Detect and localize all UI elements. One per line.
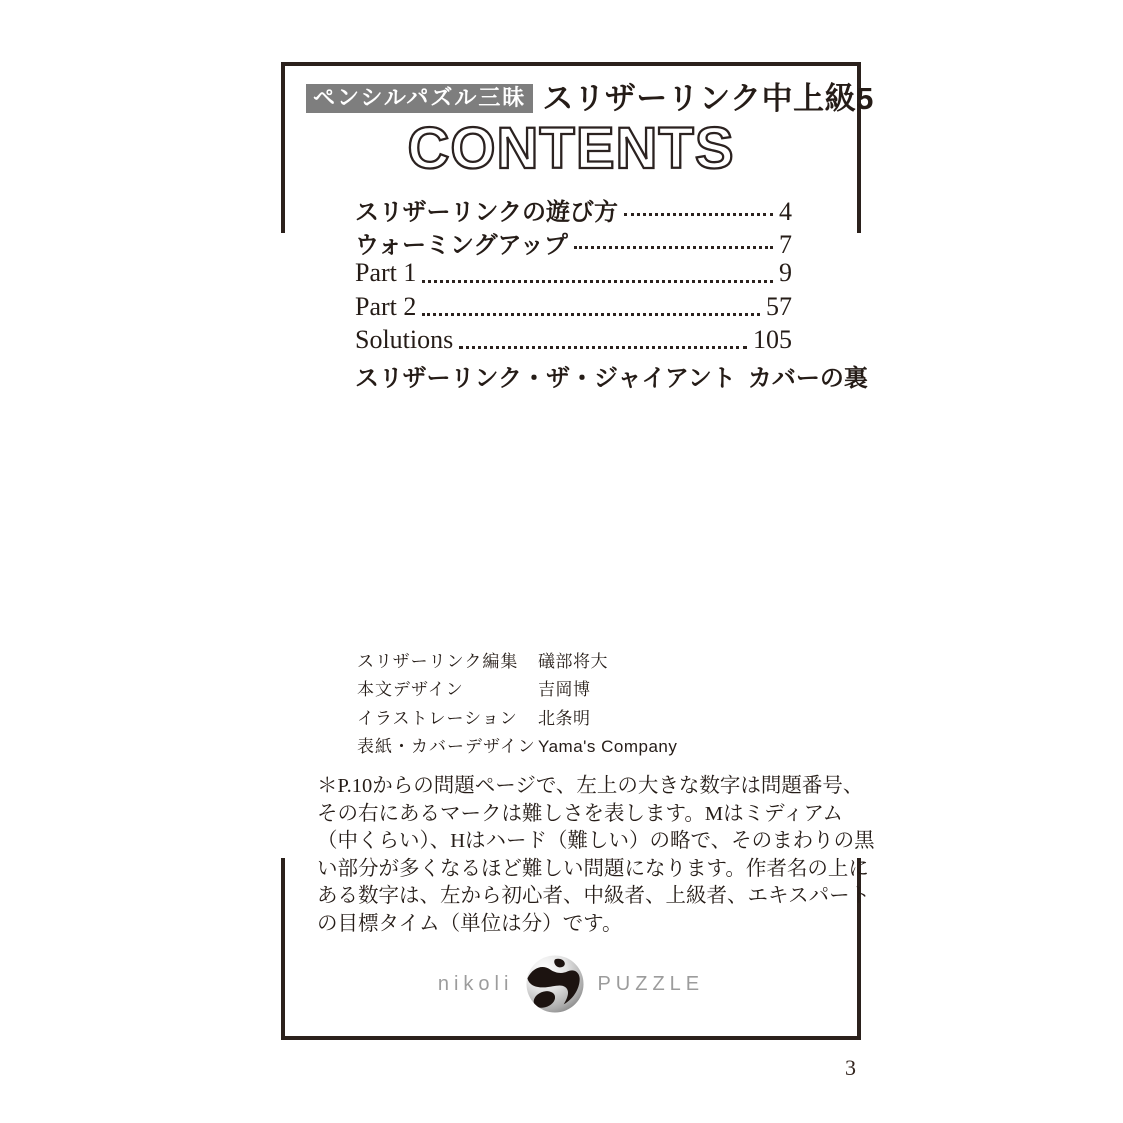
logo-text-nikoli: nikoli [437, 973, 514, 995]
credit-row [357, 710, 677, 728]
toc-list [355, 192, 868, 392]
toc-item-page: 4 [779, 197, 792, 226]
toc-item-label: Part 1 [355, 258, 417, 288]
credit-row [357, 738, 677, 756]
note-line: ＊P.10からの問題ページで、左上の大きな数字は問題番号、 [317, 775, 864, 797]
credit-role: 本文デザイン [357, 680, 464, 700]
frame-border-bottom [281, 1036, 861, 1040]
note-line: （中くらい）、Hはハード（難しい）の略で、そのまわりの黒 [317, 830, 875, 853]
toc-row [355, 358, 868, 392]
logo-text-puzzle: PUZZLE [597, 973, 705, 995]
credits-list [357, 653, 677, 766]
page-number: 3 [845, 1055, 856, 1080]
toc-row [355, 258, 792, 291]
toc-leader-dots [422, 292, 760, 316]
toc-item-page: カバーの裏 [747, 365, 868, 392]
toc-item-label: スリザーリンクの遊び方 [355, 200, 619, 226]
toc-item-page: 7 [779, 230, 792, 260]
nikoli-ball-icon [526, 955, 584, 1013]
toc-leader-dots [422, 258, 773, 282]
credit-row [357, 653, 677, 671]
toc-item-page: 105 [753, 324, 792, 354]
toc-row [355, 192, 792, 225]
note-line: の目標タイム（単位は分）です。 [317, 912, 623, 935]
note-paragraph [317, 773, 877, 939]
note-line: その右にあるマークは難しさを表します。Mはミディアム [317, 802, 844, 825]
toc-item-page: 57 [766, 291, 792, 321]
toc-item-label: スリザーリンク・ザ・ジャイアント [355, 365, 736, 392]
credit-name: 吉岡博 [538, 680, 591, 700]
credit-name: 礒部将大 [538, 652, 608, 671]
toc-leader-dots [624, 192, 773, 216]
toc-row [355, 292, 792, 325]
contents-heading: CONTENTS [407, 116, 735, 181]
credit-role: スリザーリンク編集 [357, 652, 519, 671]
toc-leader-dots [459, 325, 747, 349]
frame-border-top [281, 62, 861, 66]
toc-item-label: ウォーミングアップ [355, 233, 568, 260]
credit-row [357, 681, 677, 699]
nikoli-logo [281, 955, 861, 1013]
toc-row [355, 325, 792, 358]
credit-role: イラストレーション [357, 708, 518, 728]
toc-item-label: Part 2 [355, 291, 417, 321]
toc-leader-dots [574, 225, 773, 249]
toc-row [355, 225, 792, 258]
note-line: ある数字は、左から初心者、中級者、上級者、エキスパート [317, 885, 871, 908]
credit-name: 北条明 [538, 708, 591, 728]
series-badge: ペンシルパズル三昧 [306, 84, 533, 113]
toc-item-label: Solutions [355, 324, 454, 354]
content-frame [281, 62, 875, 1040]
note-line: い部分が多くなるほど難しい問題になります。作者名の上に [317, 857, 869, 880]
credit-role: 表紙・カバーデザイン [357, 737, 536, 757]
header [306, 83, 874, 114]
credit-name: Yama's Company [538, 737, 678, 757]
toc-item-page: 9 [779, 258, 792, 288]
book-title: スリザーリンク中上級5 [542, 81, 874, 116]
